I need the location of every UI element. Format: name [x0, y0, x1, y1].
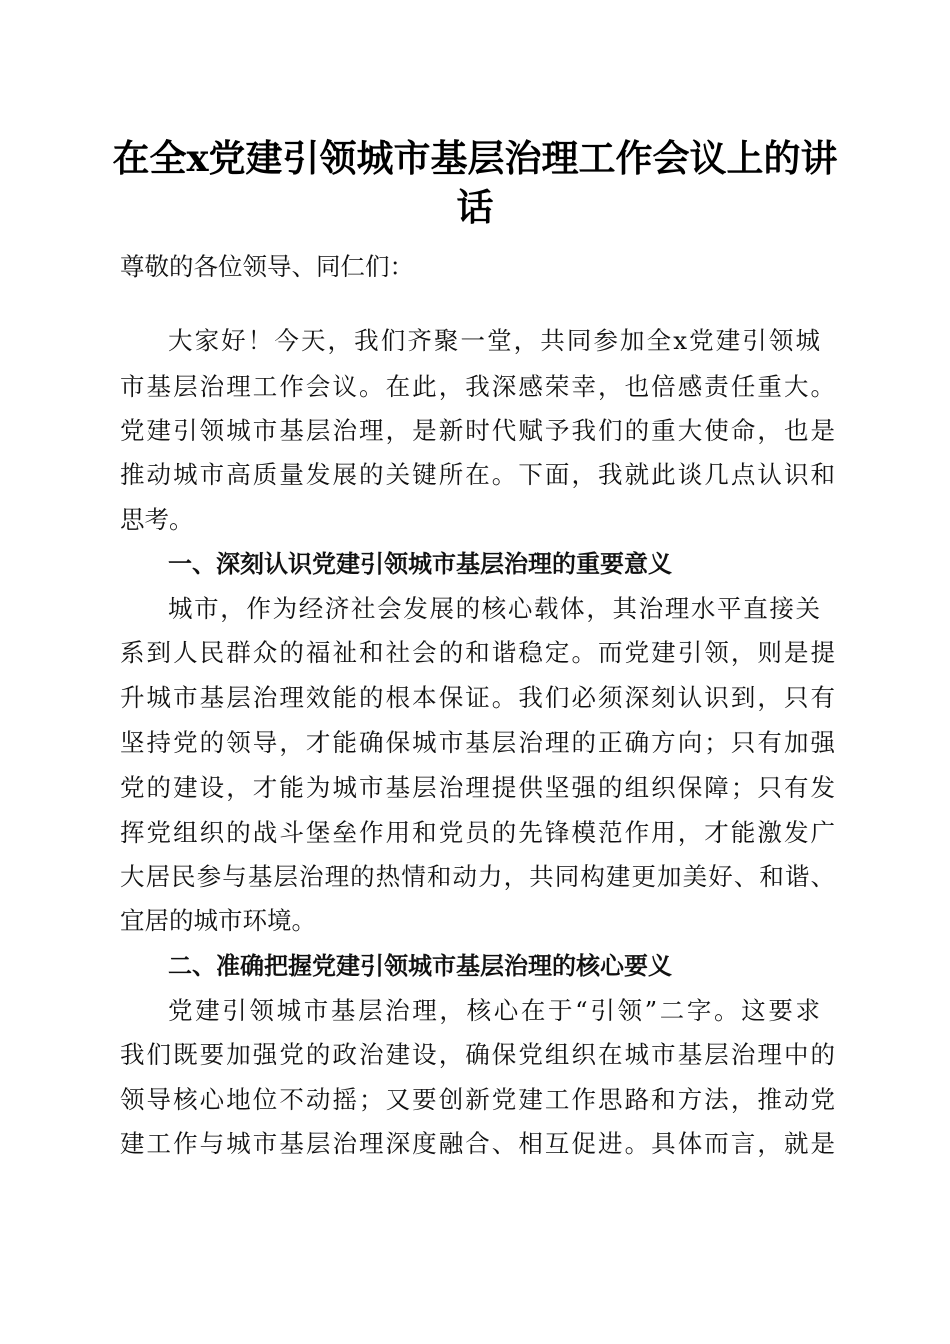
section-1-line: 党的建设，才能为城市基层治理提供坚强的组织保障；只有发 — [120, 773, 835, 802]
document-title-line-2: 话 — [456, 185, 494, 229]
section-1-line: 城市，作为经济社会发展的核心载体，其治理水平直接关 — [168, 594, 820, 623]
intro-line: 大家好！今天，我们齐聚一堂，共同参加全x党建引领城 — [168, 326, 820, 355]
intro-line: 市基层治理工作会议。在此，我深感荣幸，也倍感责任重大。 — [120, 372, 835, 401]
section-1-heading: 一、深刻认识党建引领城市基层治理的重要意义 — [168, 550, 672, 578]
intro-line: 党建引领城市基层治理，是新时代赋予我们的重大使命，也是 — [120, 416, 835, 445]
section-1-line: 坚持党的领导，才能确保城市基层治理的正确方向；只有加强 — [120, 728, 835, 757]
salutation: 尊敬的各位领导、同仁们： — [120, 252, 414, 281]
section-2-line: 党建引领城市基层治理，核心在于“引领”二字。这要求 — [168, 996, 820, 1025]
section-1-line: 升城市基层治理效能的根本保证。我们必须深刻认识到，只有 — [120, 683, 835, 712]
section-2-line: 我们既要加强党的政治建设，确保党组织在城市基层治理中的 — [120, 1040, 835, 1069]
section-1-line: 宜居的城市环境。 — [120, 906, 316, 935]
section-2-heading: 二、准确把握党建引领城市基层治理的核心要义 — [168, 952, 672, 980]
document-title-line-1: 在全x党建引领城市基层治理工作会议上的讲 — [112, 136, 838, 180]
section-1-line: 系到人民群众的福祉和社会的和谐稳定。而党建引领，则是提 — [120, 638, 835, 667]
section-2-line: 建工作与城市基层治理深度融合、相互促进。具体而言，就是 — [120, 1129, 835, 1158]
section-2-line: 领导核心地位不动摇；又要创新党建工作思路和方法，推动党 — [120, 1085, 835, 1114]
section-1-line: 挥党组织的战斗堡垒作用和党员的先锋模范作用，才能激发广 — [120, 818, 835, 847]
section-1-line: 大居民参与基层治理的热情和动力，共同构建更加美好、和谐、 — [120, 862, 835, 891]
intro-line: 思考。 — [120, 505, 194, 534]
intro-line: 推动城市高质量发展的关键所在。下面，我就此谈几点认识和 — [120, 460, 835, 489]
